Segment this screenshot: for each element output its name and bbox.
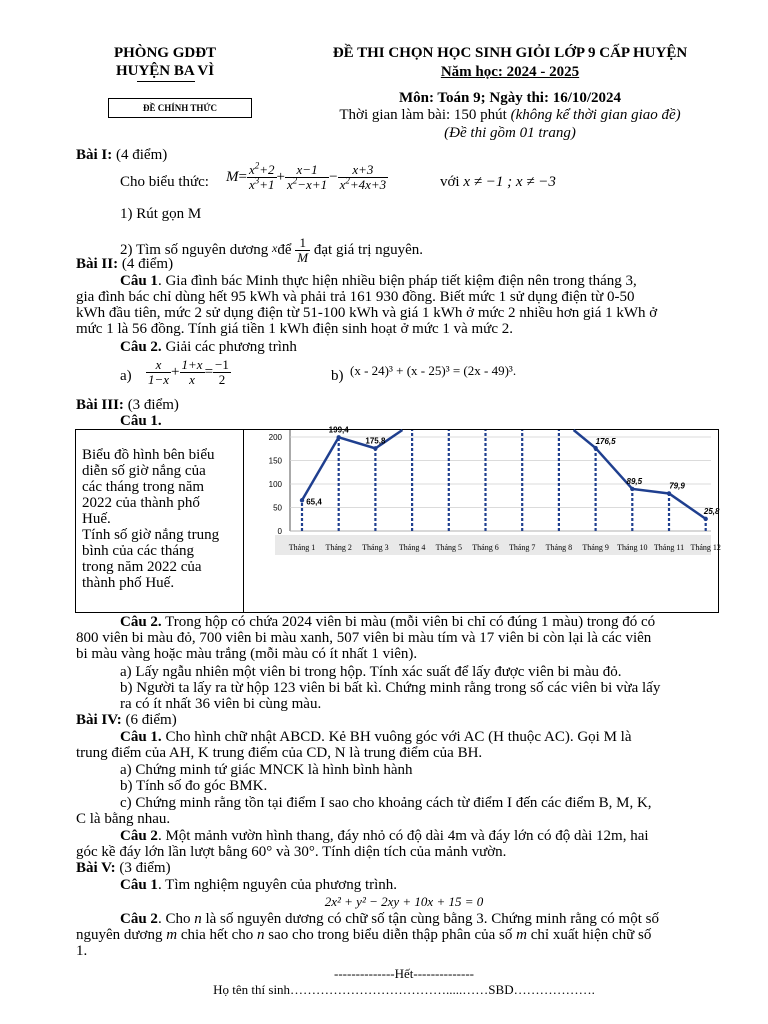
chart-y-ticks [269, 433, 283, 536]
section-2-q1-line1: Câu 1. Gia đình bác Minh thực hiện nhiều biện pháp tiết kiệm điện nên trong tháng 3, [120, 273, 637, 289]
section-4-q1-a: a) Chứng minh tứ giác MNCK là hình bình hành [120, 762, 413, 778]
month-label: Tháng 2 [325, 543, 352, 552]
month-label: Tháng 4 [398, 543, 426, 552]
y-tick-label: 50 [273, 503, 282, 513]
section-3-q2-line3: bi màu vàng hoặc màu trắng (mỗi màu có ít nhất 1 viên). [76, 646, 418, 662]
pages-note: (Đề thi gồm 01 trang) [444, 125, 576, 141]
data-label: 25,8 [703, 506, 720, 516]
month-label: Tháng 1 [288, 543, 316, 552]
time-allowed: Thời gian làm bài: 150 phút (không kể thời gian giao đề) [339, 107, 681, 123]
month-label: Tháng 11 [653, 543, 685, 552]
section-4-q1-c1: c) Chứng minh rằng tồn tại điểm I sao cho khoảng cách từ điểm I đến các điểm B, M, K, [120, 795, 652, 811]
official-stamp: ĐỀ CHÍNH THỨC [108, 98, 252, 118]
data-label: 199,4 [328, 425, 349, 435]
question-1-2: 2) Tìm số nguyên dương xđể $\frac{1}{M}$ đạt giá trị nguyên. [120, 235, 424, 265]
section-3-q2-b1: b) Người ta lấy ra từ hộp 123 viên bi bất kì. Chứng minh rằng trong số các viên bi vừa lấy [120, 680, 661, 696]
condition: với x ≠ −1 ; x ≠ −3 [440, 174, 556, 190]
department-line1: PHÒNG GDĐT [113, 45, 217, 61]
month-label: Tháng 7 [508, 543, 536, 552]
data-label: 89,5 [626, 476, 643, 486]
data-point [593, 446, 597, 450]
section-3-q2-a: a) Lấy ngẫu nhiên một viên bi trong hộp. Tính xác suất để lấy được viên bi màu đỏ. [120, 664, 622, 680]
section-1-given: Cho biểu thức: [120, 174, 209, 190]
month-label: Tháng 3 [362, 543, 389, 552]
data-point [630, 487, 634, 491]
section-3-q2-line1: Câu 2. Trong hộp có chứa 2024 viên bi màu (mỗi viên bi chỉ có đúng 1 màu) trong đó có [120, 614, 656, 630]
section-4-q1-line1: Câu 1. Cho hình chữ nhật ABCD. Kẻ BH vuông góc với AC (H thuộc AC). Gọi M là [120, 729, 632, 745]
y-tick-label: 200 [268, 433, 282, 442]
equation-b: (x - 24)³ + (x - 25)³ = (2x - 49)³. [350, 363, 517, 378]
data-label: 65,4 [306, 497, 322, 507]
data-point [667, 491, 671, 495]
y-tick-label: 0 [277, 527, 282, 536]
section-3-q1-label: Câu 1. [120, 413, 162, 429]
data-point [373, 446, 377, 450]
section-4-q2-line1: Câu 2. Một mảnh vườn hình thang, đáy nhỏ có độ dài 4m và đáy lớn có độ dài 12m, hai [120, 828, 649, 844]
month-label: Tháng 9 [582, 543, 609, 552]
series-segment [302, 437, 339, 500]
equation-b-label: b) [331, 368, 344, 384]
month-label: Tháng 6 [472, 543, 499, 552]
series-segment [669, 493, 706, 518]
header-underline [137, 81, 195, 82]
section-3-q2-b2: ra có ít nhất 36 viên bi cùng màu. [120, 696, 322, 712]
y-tick-label: 150 [268, 456, 282, 466]
section-2-q1-line3: kWh đầu tiên, mức 2 sử dụng điện từ 51-100 kWh và giá 1 kWh ở mức 2 nhiều hơn giá 1 kWh ở [76, 305, 658, 321]
section-4-q1-line2: trung điểm của AH, K trung điểm của CD, N là trung điểm của BH. [76, 745, 483, 761]
box-divider [243, 429, 244, 613]
section-2-q1-line2: gia đình bác chỉ dùng hết 95 kWh và phải trả 161 930 đồng. Biết mức 1 sử dụng điện từ 0-50 [76, 289, 635, 305]
series-segment [632, 489, 669, 494]
section-4-q1-b: b) Tính số đo góc BMK. [120, 778, 268, 794]
chart-data-labels [306, 425, 720, 516]
data-point [704, 517, 708, 521]
month-label: Tháng 8 [545, 543, 573, 552]
candidate-info-line: Họ tên thí sinh……………………………….....……SBD………………. [213, 982, 595, 997]
data-point [300, 498, 304, 502]
sunshine-chart [245, 425, 721, 560]
section-4-title: Bài IV: (6 điểm) [76, 712, 177, 728]
data-label: 175,8 [365, 436, 386, 446]
chart-question-text: Biểu đồ hình bên biểu diễn số giờ nắng của các tháng trong năm 2022 của thành phố Huế. Tính số giờ nắng trung bình của các tháng trong năm 2022 của thành phố Huế. [82, 447, 220, 591]
data-point [337, 435, 341, 439]
month-label: Tháng 10 [617, 543, 648, 552]
section-5-q2-line2: nguyên dương m chia hết cho n sao cho trong biểu diễn thập phân của số m chỉ xuất hiện chữ số [76, 927, 652, 943]
section-5-q1: Câu 1. Tìm nghiệm nguyên của phương trình. [120, 877, 398, 893]
expression-M: M= $\frac{x^2+2}{x^3+1}$ + $\frac{x-1}{x^2-x+1}$ − $\frac{x+3}{x^2+4x+3}$ [226, 160, 387, 192]
series-segment [574, 430, 596, 448]
data-label: 176,5 [595, 437, 616, 447]
section-2-q2: Câu 2. Giải các phương trình [120, 339, 297, 355]
exam-title: ĐỀ THI CHỌN HỌC SINH GIỎI LỚP 9 CẤP HUYỆN [332, 45, 688, 61]
equation-a: $\frac{x}{1-x}$ + $\frac{1+x}{x}$ = $\frac{-1}{2}$ [148, 357, 229, 387]
equation-a-label: a) [120, 368, 132, 384]
month-label: Tháng 5 [435, 543, 463, 552]
data-label: 79,9 [669, 481, 685, 491]
month-label: Tháng 12 [690, 543, 721, 552]
section-4-q1-c2: C là bằng nhau. [76, 811, 171, 827]
department-line2: HUYỆN BA VÌ [115, 63, 215, 79]
section-2-q1-line4: mức 1 là 56 đồng. Tính giá tiền 1 kWh điện sinh hoạt ở mức 1 và mức 2. [76, 321, 513, 337]
chart-grid [290, 430, 711, 531]
section-3-title: Bài III: (3 điểm) [76, 397, 179, 413]
section-1-title: Bài I: (4 điểm) [76, 147, 168, 163]
subject-date: Môn: Toán 9; Ngày thi: 16/10/2024 [398, 90, 622, 106]
section-5-q2-line3: 1. [76, 943, 88, 959]
section-5-q2-line1: Câu 2. Cho n là số nguyên dương có chữ số tận cùng bằng 3. Chứng minh rằng có một số [120, 911, 659, 927]
school-year: Năm học: 2024 - 2025 [440, 64, 580, 80]
section-5-title: Bài V: (3 điểm) [76, 860, 171, 876]
y-tick-label: 100 [268, 480, 282, 489]
end-marker: --------------Hết-------------- [334, 966, 474, 981]
question-1-1: 1) Rút gọn M [120, 206, 202, 222]
section-4-q2-line2: góc kề đáy lớn lần lượt bằng 60° và 30°. Tính diện tích của mảnh vườn. [76, 844, 507, 860]
section-3-q2-line2: 800 viên bi màu đỏ, 700 viên bi màu xanh, 507 viên bi màu tím và 17 viên bi còn lại là các viên [76, 630, 652, 646]
section-5-equation: 2x² + y² − 2xy + 10x + 15 = 0 [324, 894, 484, 909]
section-2-title: Bài II: (4 điểm) [76, 256, 174, 272]
